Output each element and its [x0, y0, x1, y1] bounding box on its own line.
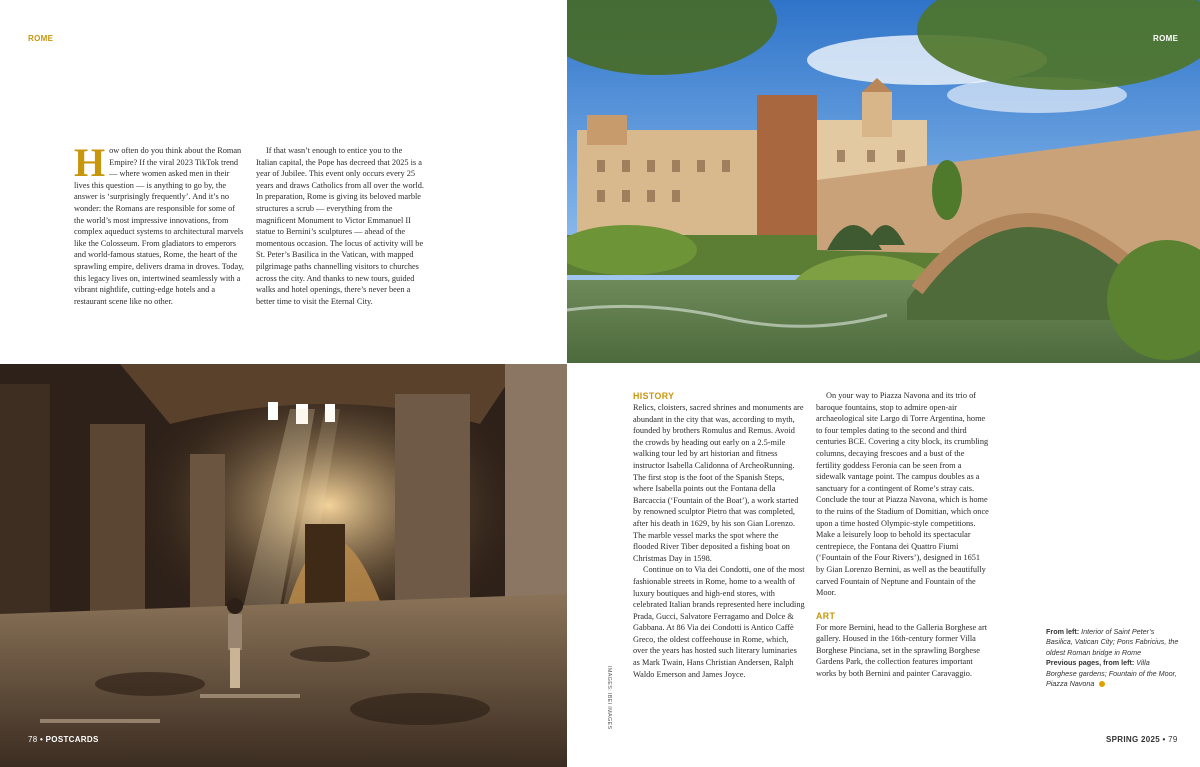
section-tag-right: ROME [1153, 34, 1179, 43]
caption-lead-1: From left [1046, 627, 1077, 636]
caption-lead-2: Previous pages, from left [1046, 658, 1132, 668]
caption-text-2: Villa Borghese gardens; Fountain of the Moor, Piazza Navona [1046, 658, 1177, 689]
history-paragraph-1: Relics, cloisters, sacred shrines and monuments are abundant in the city that was, according to myth, founded by brothers Romulus and Remus. Avoid the crowds by heading out early on a 2.5-mile walking tour led by art historian and fitness instructor Isabella Calidonna of ArcheoRunning. The first stop is the foot of the Spanish Steps, where Isabella points out the Fontana della Barcaccia (‘Fountain of the Boat’), a work started by renowned sculptor Pietro that was completed, after his death in 1629, by his son Gian Lorenzo. The marble vessel marks the spot where the flooded River Tiber deposited a fishing boat on Christmas Day in 1598. [633, 403, 804, 563]
folio-right: SPRING 2025 • 79 [1106, 735, 1178, 744]
folio-title-right: SPRING 2025 [1106, 735, 1160, 744]
photo-pons-fabricius [567, 0, 1200, 363]
drop-cap: H [74, 140, 106, 185]
art-heading: ART [816, 610, 836, 621]
photo-caption: From left: Interior of Saint Peter’s Basilica, Vatican City; Pons Fabricius, the oldest Roman bridge in Rome Previous pages, from left: Villa Borghese gardens; Fountain of the Moor, Piazza Navona [1046, 627, 1179, 689]
caption-end-dot-icon [1099, 681, 1105, 687]
art-paragraph-1: For more Bernini, head to the Galleria Borghese art gallery. Housed in the 16th-century former Villa Borghese Pinciana, set in the sprawling Borghese Gardens Park, the collection features important works by both Bernini and painter Caravaggio. [816, 622, 988, 679]
history-paragraph-2: Continue on to Via dei Condotti, one of the most fashionable streets in Rome, home to a wealth of luxury boutiques and high-end stores, with celebrated Italian brands represented here including Prada, Gucci, Salvatore Ferragamo and Dolce & Gabbana. At 86 Via dei Condotti is Antico Caffè Greco, the oldest coffeehouse in Rome, which, over the years has hosted such literary luminaries as Mark Twain, Hans Christian Andersen, Ralph Waldo Emerson and James Joyce. [633, 565, 805, 679]
intro-paragraph-2: If that wasn’t enough to entice you to the Italian capital, the Pope has decreed that 2025 is a year of Jubilee. This event only occurs every 25 years and draws Catholics from all over the world. In preparation, Rome is giving its beloved marble structures a scrub — everything from the magnificent Monument to Victor Emmanuel II statue to Bernini’s sculptures — ahead of the momentous occasion. The locus of activity will be St. Peter’s Basilica in the Vatican, with mapped pilgrimage paths channelling visitors to churches across the city. And thanks to new tours, guided walks and hotel openings, there’s never been a better time to visit the Eternal City. [256, 146, 424, 306]
intro-column-1 [74, 140, 244, 307]
image-credit: IMAGES: IBEI IMAGES [606, 666, 612, 730]
section-tag-left: ROME [28, 34, 54, 43]
basilica-illustration [0, 364, 567, 767]
folio-title-left: POSTCARDS [45, 735, 99, 744]
intro-column-2 [256, 145, 424, 307]
caption-text-1: Interior of Saint Peter’s Basilica, Vatican City; Pons Fabricius, the oldest Roman bridge in Rome [1046, 627, 1179, 657]
history-paragraph-3: On your way to Piazza Navona and its trio of baroque fountains, stop to admire open-air archaeological site Largo di Torre Argentina, home to four temples dating to the second and third centuries BCE. Covering a city block, its crumbling columns, decaying frescoes and a bust of the fertility goddess Feronia can be seen from a sidewalk vantage point. The campus doubles as a sanctuary for a contingent of Rome’s stray cats. Conclude the tour at Piazza Navona, which is home to the ruins of the Stadium of Domitian, which once upon a time hosted Olympic-style competitions. Make a leisurely loop to behold its spectacular centrepiece, the Fontana dei Quattro Fiumi (‘Fountain of the Four Rivers’), designed in 1651 by Gian Lorenzo Bernini, as well as the beautifully carved Fountain of Neptune and Fountain of the Moor. [816, 391, 989, 598]
history-column-2 [816, 390, 990, 680]
history-heading: HISTORY [633, 391, 675, 401]
history-column-1 [633, 390, 805, 680]
page-number-left: 78 [28, 735, 38, 744]
photo-st-peters-basilica [0, 364, 567, 767]
page-number-right: 79 [1168, 735, 1178, 744]
intro-paragraph-1: ow often do you think about the Roman Empire? If the viral 2023 TikTok trend — where women asked men in their lives this question — is anything to go by, the answer is ‘surprisingly frequently’. And it’s no wonder: the Romans are responsible for some of the world’s most impressive innovations, from complex aqueduct systems to architectural marvels like the Colosseum. From gladiators to emperors and world-famous statues, Rome, the heart of the sprawling empire, delivers drama in droves. Today, this legacy lives on, intertwined seamlessly with a vibrant nightlife, cutting-edge hotels and a restaurant scene like no other. [74, 146, 244, 306]
bridge-illustration [567, 0, 1200, 363]
folio-left: 78 • POSTCARDS [28, 735, 99, 744]
